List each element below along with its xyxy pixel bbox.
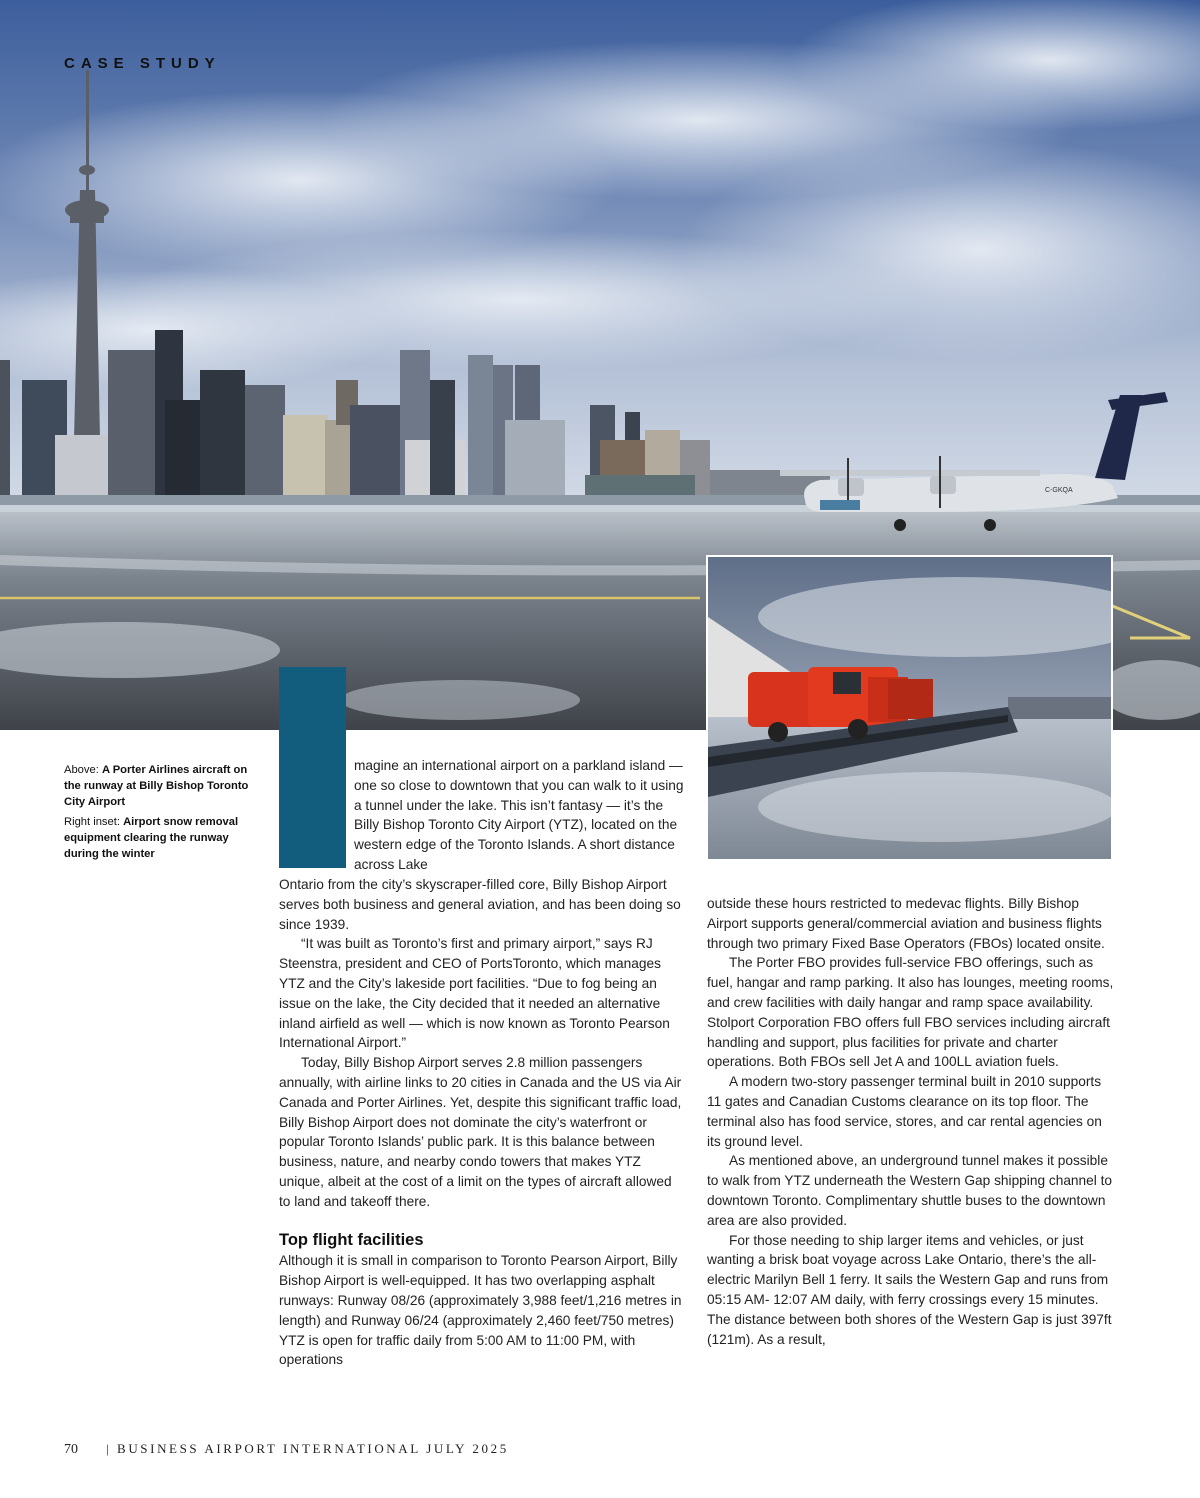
inset-photo xyxy=(706,555,1113,861)
paragraph: For those needing to ship larger items and vehicles, or just wanting a brisk boat voyage across Lake Ontario, there’s the all-electric Marilyn Bell 1 ferry. It sails the Western Gap and runs from 05:15 AM- 12:07 AM daily, with ferry crossings every 15 minutes. The distance between both shores of the Western Gap is just 397ft (121m). As a result, xyxy=(707,1232,1112,1347)
paragraph: outside these hours restricted to medevac flights. Billy Bishop Airport supports general/commercial aviation and business flights through two primary Fixed Base Operators (FBOs) located onsite. xyxy=(707,896,1105,951)
paragraph: As mentioned above, an underground tunnel makes it possible to walk from YTZ underneath the Western Gap shipping channel to downtown Toronto. Complimentary shuttle buses to the downtown area are also provided. xyxy=(707,1153,1113,1228)
section-tag: CASE STUDY xyxy=(64,55,221,72)
paragraph: Ontario from the city’s skyscraper-filled core, Billy Bishop Airport serves both business and general aviation, and has been doing so since 1939. xyxy=(279,877,681,932)
publication-name: | BUSINESS AIRPORT INTERNATIONAL JULY 2025 xyxy=(106,1441,509,1456)
page-footer xyxy=(64,1441,509,1458)
caption-above: Above: A Porter Airlines aircraft on the runway at Billy Bishop Toronto City Airport xyxy=(64,764,249,808)
section-heading: Top flight facilities xyxy=(279,1230,424,1249)
body-column-1 xyxy=(279,875,684,1370)
paragraph: A modern two-story passenger terminal built in 2010 supports 11 gates and Canadian Customs clearance on its top floor. The terminal also has food service, stores, and car rental agencies on its ground level. xyxy=(707,1074,1102,1149)
body-column-2 xyxy=(707,894,1117,1349)
photo-captions xyxy=(64,762,264,866)
paragraph: “It was built as Toronto’s first and primary airport,” says RJ Steenstra, president and CEO of PortsToronto, which manages YTZ and the City’s lakeside port facilities. “Due to fog being an issue on the lake, the City decided that it needed an alternative inland airfield as well — which is now known as Toronto Pearson International Airport.” xyxy=(279,936,670,1051)
paragraph: Although it is small in comparison to Toronto Pearson Airport, Billy Bishop Airport is well-equipped. It has two overlapping asphalt runways: Runway 08/26 (approximately 3,988 feet/1,216 metres in length) and Runway 06/24 (approximately 2,460 feet/750 metres) YTZ is open for traffic daily from 5:00 AM to 11:00 PM, with operations xyxy=(279,1253,682,1368)
aircraft-registration: C-GKQA xyxy=(1045,487,1073,494)
drop-cap-block xyxy=(279,667,346,868)
caption-inset: Right inset: Airport snow removal equipment clearing the runway during the winter xyxy=(64,816,239,860)
page-number: 70 xyxy=(64,1442,78,1457)
paragraph: The Porter FBO provides full-service FBO offerings, such as fuel, hangar and ramp parking. It also has lounges, meeting rooms, and crew facilities with daily hangar and ramp space availability. Stolport Corporation FBO offers full FBO services including aircraft handling and support, plus facilities for private and charter operations. Both FBOs sell Jet A and 100LL aviation fuels. xyxy=(707,955,1114,1070)
intro-paragraph: magine an international airport on a parkland island — one so close to downtown that you can walk to it using a tunnel under the lake. This isn’t fantasy — it’s the Billy Bishop Toronto City Airport (YTZ), located on the western edge of the Toronto Islands. A short distance across Lake xyxy=(354,758,684,872)
paragraph: Today, Billy Bishop Airport serves 2.8 million passengers annually, with airline links to 20 cities in Canada and the US via Air Canada and Porter Airlines. Yet, despite this significant traffic load, Billy Bishop Airport does not dominate the city’s waterfront or popular Toronto Islands’ public park. It is this balance between business, nature, and nearby condo towers that makes YTZ unique, albeit at the cost of a limit on the types of aircraft allowed to land and takeoff there. xyxy=(279,1055,682,1209)
